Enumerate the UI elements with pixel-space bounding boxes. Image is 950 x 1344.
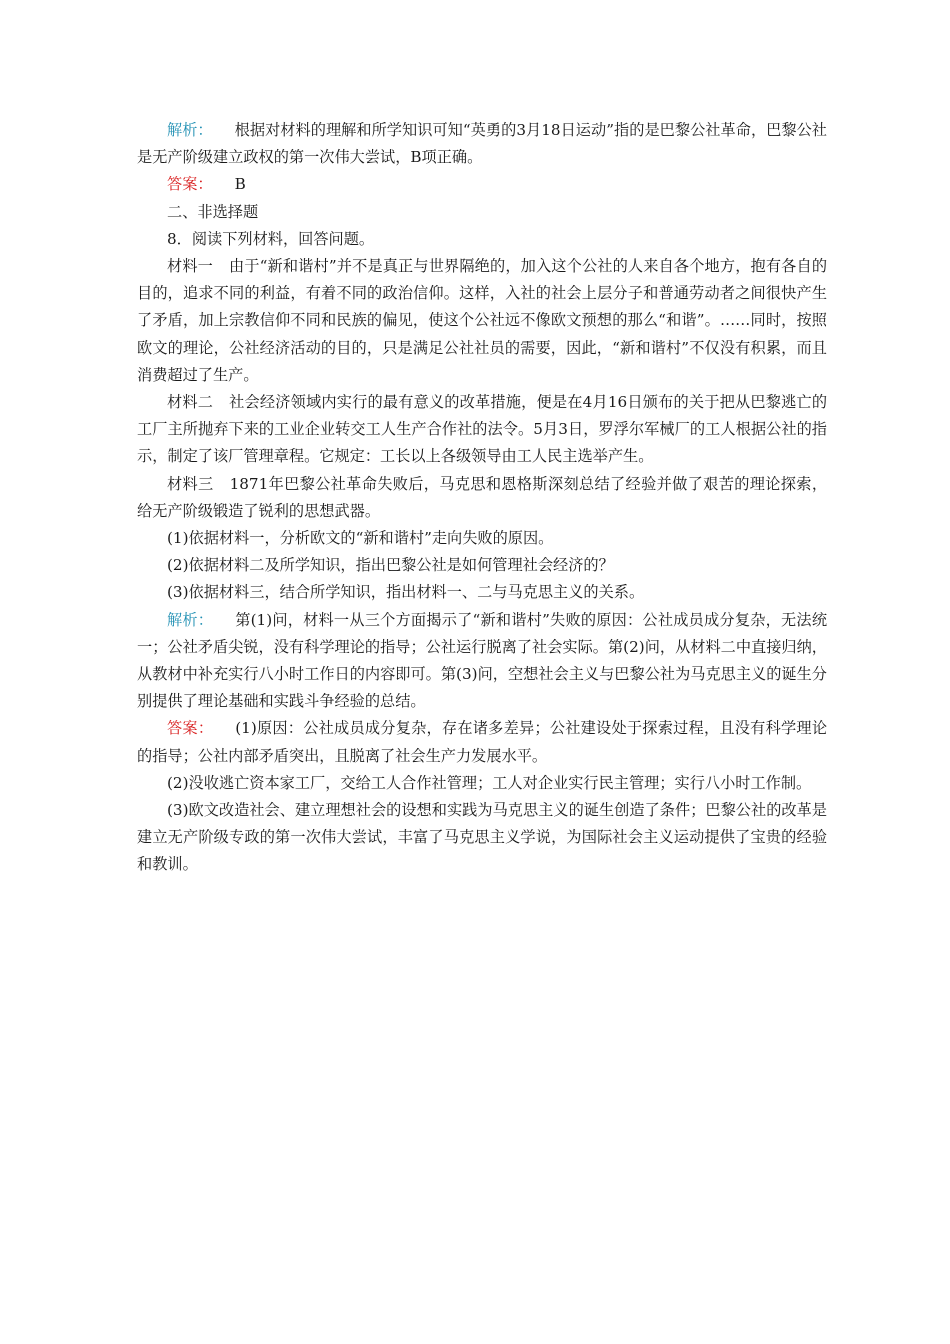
question-1: (1)依据材料一，分析欧文的“新和谐村”走向失败的原因。 xyxy=(167,529,554,548)
material-3-text: 1871年巴黎公社革命失败后，马克思和恩格斯深刻总结了经验并做了艰苦的理论探索，给无产阶级锻造了锐利的思想武器。 xyxy=(137,474,828,520)
material-3-label: 材料三 xyxy=(167,474,214,493)
material-2-text: 社会经济领域内实行的最有意义的改革措施，便是在4月16日颁布的关于把从巴黎逃亡的工厂主所抛弃下来的工业企业转交工人生产合作社的法令。5月3日，罗浮尔军械厂的工人根据公社的指示，制定了该厂管理章程。它规定：工长以上各级领导由工人民主选举产生。 xyxy=(137,393,828,466)
answer-label: 答案： xyxy=(167,175,213,194)
q8-stem: 8．阅读下列材料，回答问题。 xyxy=(167,229,375,248)
q7-answer-paragraph xyxy=(137,171,827,198)
material-1-paragraph xyxy=(137,253,827,389)
question-3: (3)依据材料三，结合所学知识，指出材料一、二与马克思主义的关系。 xyxy=(167,583,645,602)
q7-analysis-text: 根据对材料的理解和所学知识可知“英勇的3月18日运动”指的是巴黎公社革命，巴黎公社是无产阶级建立政权的第一次伟大尝试，B项正确。 xyxy=(137,121,827,167)
document-page xyxy=(137,117,827,879)
material-1-label: 材料一 xyxy=(167,257,213,276)
q8-analysis-paragraph xyxy=(137,607,827,716)
q8-answer-1-text: (1)原因：公社成员成分复杂，存在诸多差异；公社建设处于探索过程，且没有科学理论的指导；公社内部矛盾突出，且脱离了社会生产力发展水平。 xyxy=(137,719,828,765)
q8-answer-3: (3)欧文改造社会、建立理想社会的设想和实践为马克思主义的诞生创造了条件；巴黎公社的改革是建立无产阶级专政的第一次伟大尝试，丰富了马克思主义学说，为国际社会主义运动提供了宝贵的经验和教训。 xyxy=(137,801,827,874)
q7-analysis-paragraph xyxy=(137,117,827,171)
analysis-label: 解析： xyxy=(167,121,213,139)
section-heading: 二、非选择题 xyxy=(167,202,259,221)
analysis-label: 解析： xyxy=(167,610,214,629)
material-1-text: 由于“新和谐村”并不是真正与世界隔绝的，加入这个公社的人来自各个地方，抱有各自的目的，追求不同的利益，有着不同的政治信仰。这样，入社的社会上层分子和普通劳动者之间很快产生了矛盾，加上宗教信仰不同和民族的偏见，使这个公社远不像欧文预想的那么“和谐”。……同时，按照欧文的理论，公社经济活动的目的，只是满足公社社员的需要，因此，“新和谐村”不仅没有积累，而且消费超过了生产。 xyxy=(137,257,828,384)
question-2: (2)依据材料二及所学知识，指出巴黎公社是如何管理社会经济的？ xyxy=(167,556,614,575)
q7-answer-text: B xyxy=(234,175,246,194)
q8-answer-2: (2)没收逃亡资本家工厂，交给工人合作社管理；工人对企业实行民主管理；实行八小时工作制。 xyxy=(167,773,812,792)
material-2-label: 材料二 xyxy=(167,393,214,412)
material-3-paragraph xyxy=(137,471,827,525)
q8-answer-1-paragraph xyxy=(137,715,827,769)
answer-label: 答案： xyxy=(167,719,214,738)
q8-analysis-text: 第(1)问，材料一从三个方面揭示了“新和谐村”失败的原因：公社成员成分复杂，无法统一；公社矛盾尖锐，没有科学理论的指导；公社运行脱离了社会实际。第(2)问，从材料二中直接归纳，从教材中补充实行八小时工作日的内容即可。第(3)问，空想社会主义与巴黎公社为马克思主义的诞生分别提供了理论基础和实践斗争经验的总结。 xyxy=(137,610,828,711)
material-2-paragraph xyxy=(137,389,827,471)
